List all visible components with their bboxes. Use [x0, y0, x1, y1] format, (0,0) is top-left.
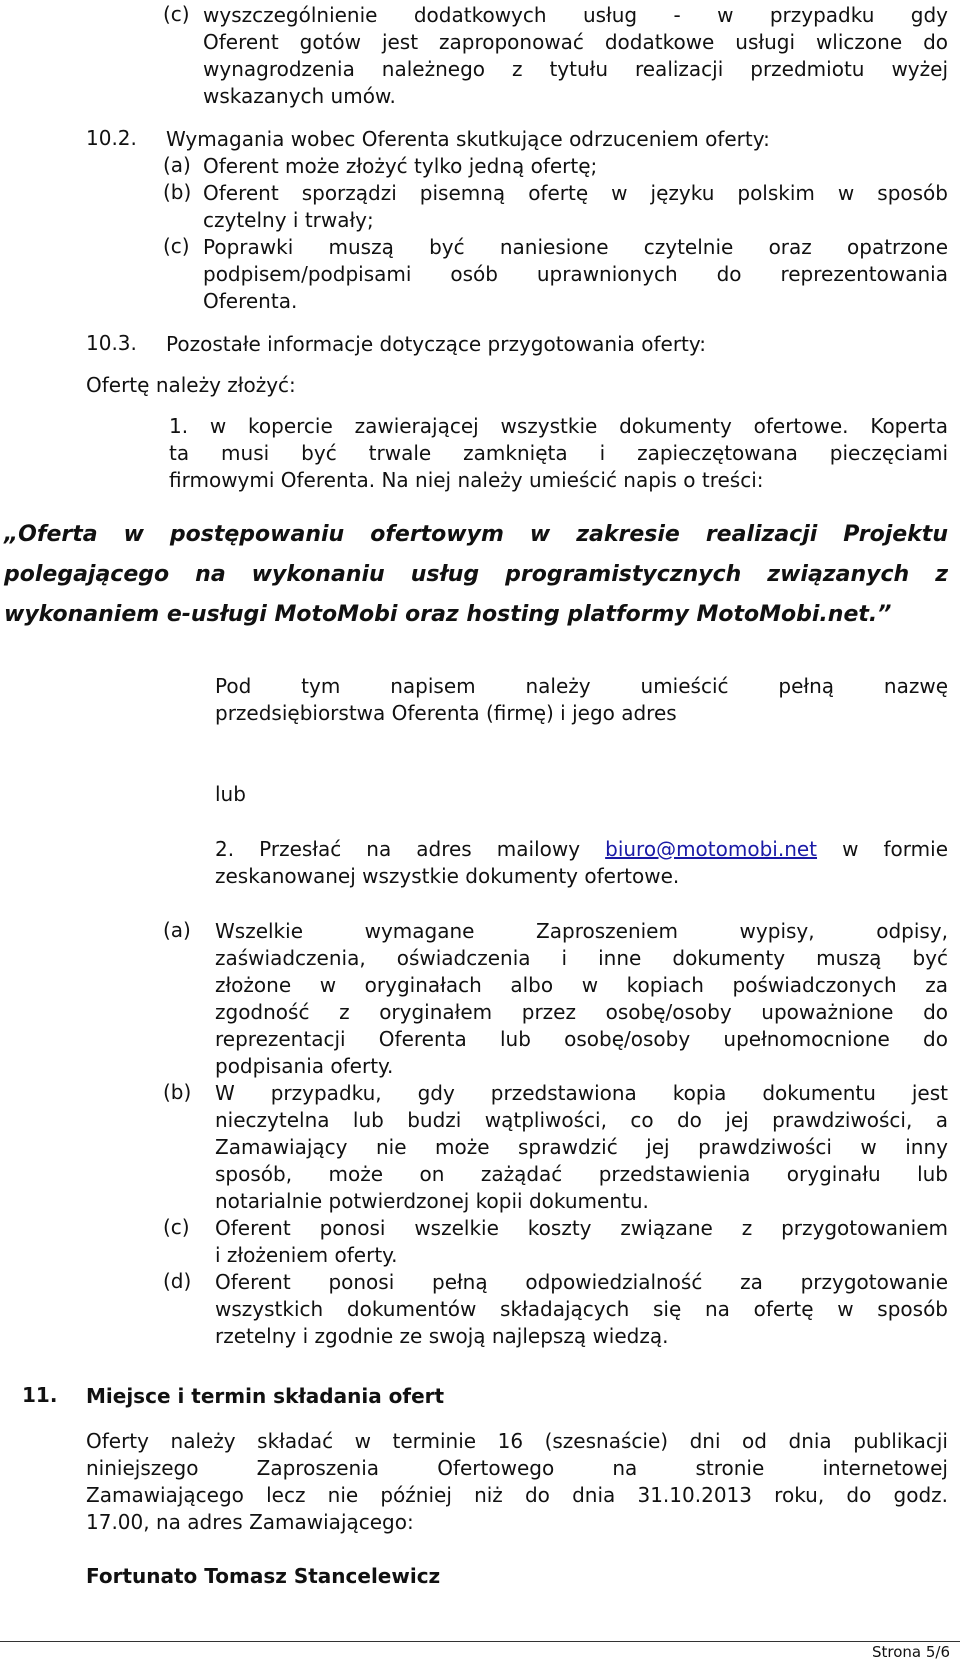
item-label: (d) — [163, 1269, 192, 1293]
section-heading: Miejsce i termin składania ofert — [86, 1384, 445, 1408]
item-text: Wszelkie wymagane Zaproszeniem wypisy, odpisy, zaświadczenia, oświadczenia i inne dokumenty muszą być złożone w oryginałach albo w kopiach poświadczonych za zgodność z oryginałem przez osobę/osoby upoważnione do reprezentacji Oferenta lub osobę/osoby upełnomocnione do podpisania oferty. — [215, 919, 948, 1078]
footer-rule — [0, 1641, 960, 1642]
item-label: (c) — [163, 2, 190, 26]
section-11-text: Oferty należy składać w terminie 16 (szesnaście) dni od dnia publikacji niniejszego Zaproszenia Ofertowego na stronie internetowej Zamawiającego lecz nie później niż do dnia 31.10.2013 roku, do godz. 17.00, na adres Zamawiającego: — [86, 1429, 948, 1534]
section-number: 10.2. — [86, 126, 137, 150]
option-2-text: 2. Przesłać na adres mailowy biuro@motomobi.net w formie zeskanowanej wszystkie dokumenty ofertowe. — [215, 837, 948, 888]
section-heading: Wymagania wobec Oferenta skutkujące odrzuceniem oferty: — [166, 127, 770, 151]
recipient-name: Fortunato Tomasz Stancelewicz — [86, 1564, 441, 1588]
inscription-note: Pod tym napisem należy umieścić pełną nazwę przedsiębiorstwa Oferenta (firmę) i jego adres — [215, 674, 948, 725]
item-text: W przypadku, gdy przedstawiona kopia dokumentu jest nieczytelna lub budzi wątpliwości, co do jej prawdziwości, a Zamawiający nie może sprawdzić jej prawdziwości w inny sposób, może on zażądać przedstawienia oryginału lub notarialnie potwierdzonej kopii dokumentu. — [215, 1081, 948, 1213]
item-text: wyszczególnienie dodatkowych usług - w przypadku gdy Oferent gotów jest zaproponować dodatkowe usługi wliczone do wynagrodzenia należnego z tytułu realizacji przedmiotu wyżej wskazanych umów. — [203, 3, 948, 108]
item-label: (b) — [163, 1080, 192, 1104]
item-label: (a) — [163, 153, 191, 177]
section-heading: Pozostałe informacje dotyczące przygotowania oferty: — [166, 332, 707, 356]
item-label: (b) — [163, 180, 192, 204]
item-text: Oferent sporządzi pisemną ofertę w języku polskim w sposób czytelny i trwały; — [203, 181, 948, 232]
section-number: 10.3. — [86, 331, 137, 355]
item-label: (c) — [163, 234, 190, 258]
page-number: Strona 5/6 — [871, 1643, 950, 1661]
item-text: Oferent ponosi wszelkie koszty związane z przygotowaniem i złożeniem oferty. — [215, 1216, 948, 1267]
or-label: lub — [215, 782, 246, 806]
item-text: Oferent ponosi pełną odpowiedzialność za przygotowanie wszystkich dokumentów składających się na ofertę w sposób rzetelny i zgodnie ze swoją najlepszą wiedzą. — [215, 1270, 948, 1348]
envelope-inscription: „Oferta w postępowaniu ofertowym w zakresie realizacji Projektu polegającego na wykonaniu usług programistycznych związanych z wykonaniem e-usługi MotoMobi oraz hosting platformy MotoMobi.net.” — [4, 522, 948, 627]
item-label: (a) — [163, 918, 191, 942]
option-1-text: 1. w kopercie zawierającej wszystkie dokumenty ofertowe. Koperta ta musi być trwale zamknięta i zapieczętowana pieczęciami firmowymi Oferenta. Na niej należy umieścić napis o treści: — [169, 414, 948, 492]
item-label: (c) — [163, 1215, 190, 1239]
item-text: Oferent może złożyć tylko jedną ofertę; — [203, 154, 598, 178]
section-number: 11. — [22, 1383, 58, 1407]
item-text: Poprawki muszą być naniesione czytelnie oraz opatrzone podpisem/podpisami osób uprawnionych do reprezentowania Oferenta. — [203, 235, 948, 313]
email-link[interactable]: biuro@motomobi.net — [605, 837, 818, 861]
section-intro: Ofertę należy złożyć: — [86, 373, 296, 397]
